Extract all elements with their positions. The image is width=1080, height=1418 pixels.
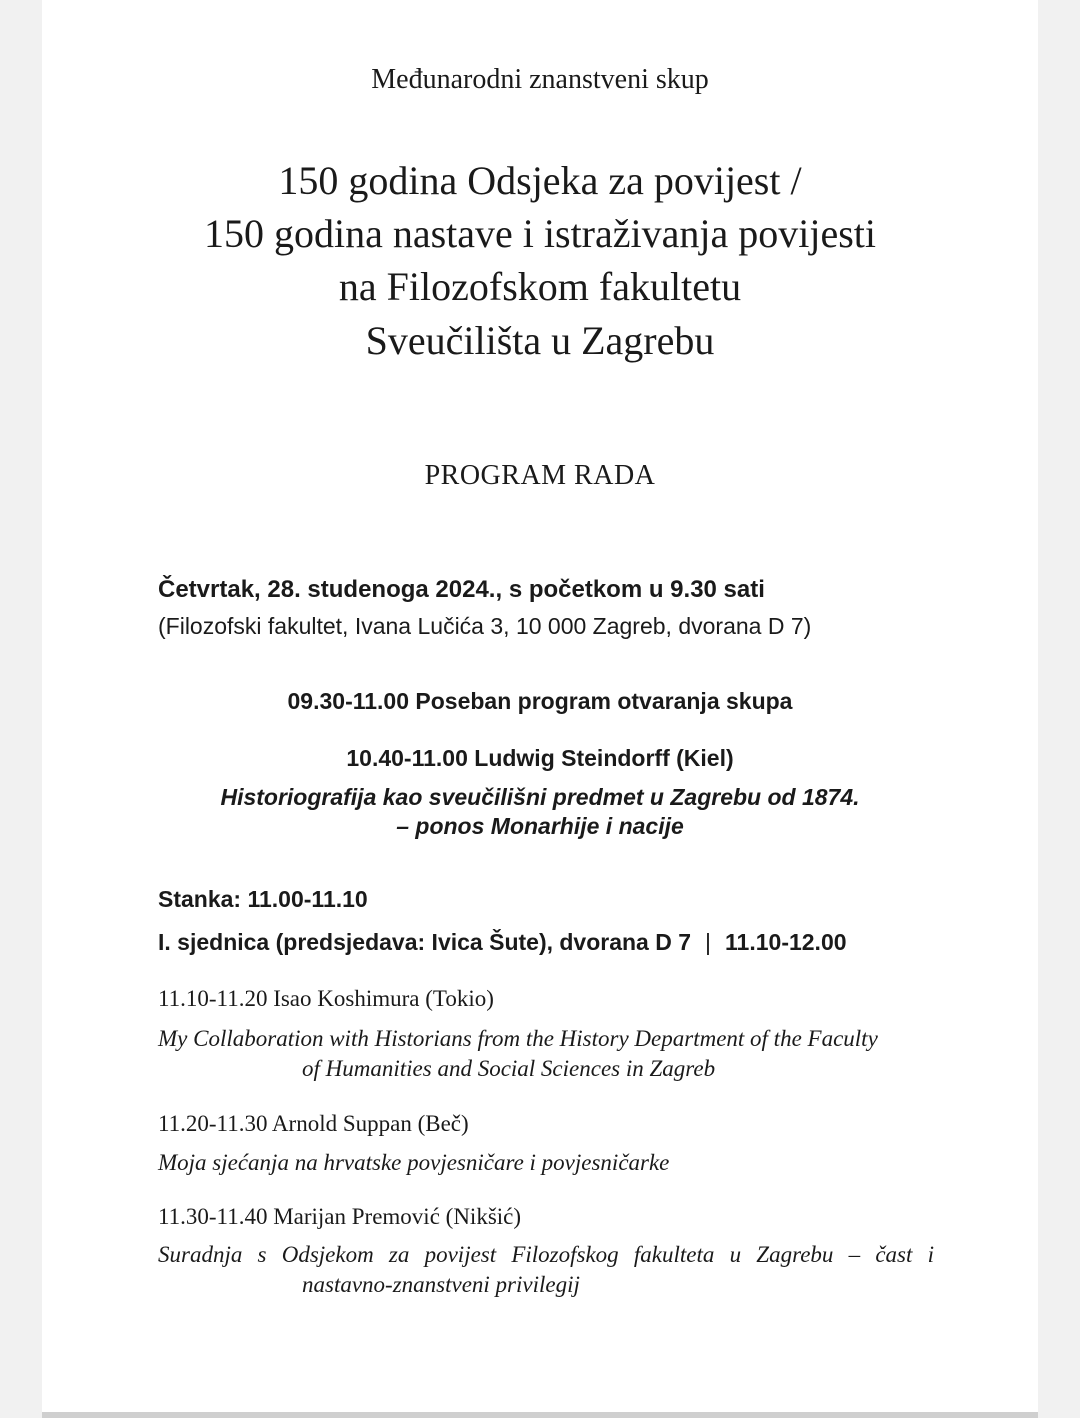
- title-line-1: 150 godina Odsjeka za povijest /: [278, 158, 802, 203]
- conference-type: Međunarodni znanstveni skup: [371, 64, 709, 95]
- talk-time-speaker: 11.10-11.20 Isao Koshimura (Tokio): [158, 986, 494, 1011]
- session-header: [158, 929, 847, 956]
- talk-title: [158, 1024, 934, 1084]
- talk-title: [158, 1240, 934, 1300]
- page-bottom-edge: [42, 1412, 1038, 1418]
- opening-program: 09.30-11.00 Poseban program otvaranja skupa: [287, 688, 793, 714]
- break-label: Stanka: 11.00-11.10: [158, 886, 368, 912]
- talk-time-speaker: 11.20-11.30 Arnold Suppan (Beč): [158, 1111, 469, 1136]
- title-line-4: Sveučilišta u Zagrebu: [365, 318, 715, 363]
- keynote-subtitle: – ponos Monarhije i nacije: [396, 813, 684, 839]
- day-venue-line: (Filozofski fakultet, Ivana Lučića 3, 10 000 Zagreb, dvorana D 7): [158, 613, 812, 639]
- talk-title-line: nastavno-znanstveni privilegij: [302, 1272, 580, 1297]
- session-label: I. sjednica (predsjedava: Ivica Šute), dvorana D 7: [158, 929, 692, 955]
- title-line-2: 150 godina nastave i istraživanja povijesti: [203, 211, 877, 256]
- document-page: [42, 0, 1038, 1414]
- day-date-line: Četvrtak, 28. studenoga 2024., s početkom u 9.30 sati: [158, 576, 765, 603]
- keynote-speaker: 10.40-11.00 Ludwig Steindorff (Kiel): [346, 745, 734, 771]
- talk-title-line: My Collaboration with Historians from the History Department of the Faculty: [158, 1026, 878, 1051]
- talk-title: [158, 1148, 934, 1178]
- program-heading: PROGRAM RADA: [424, 460, 656, 491]
- keynote-title: Historiografija kao sveučilišni predmet u Zagrebu od 1874.: [220, 784, 860, 810]
- session-separator: |: [705, 929, 712, 955]
- title-line-3: na Filozofskom fakultetu: [338, 264, 742, 309]
- talk-title-line: Moja sjećanja na hrvatske povjesničare i povjesničarke: [158, 1150, 670, 1175]
- talk-time-speaker: 11.30-11.40 Marijan Premović (Nikšić): [158, 1204, 522, 1229]
- session-time: 11.10-12.00: [725, 929, 847, 955]
- talk-title-line: Suradnja s Odsjekom za povijest Filozofskog fakulteta u Zagrebu – čast i: [158, 1242, 934, 1267]
- talk-title-line: of Humanities and Social Sciences in Zagreb: [302, 1056, 716, 1081]
